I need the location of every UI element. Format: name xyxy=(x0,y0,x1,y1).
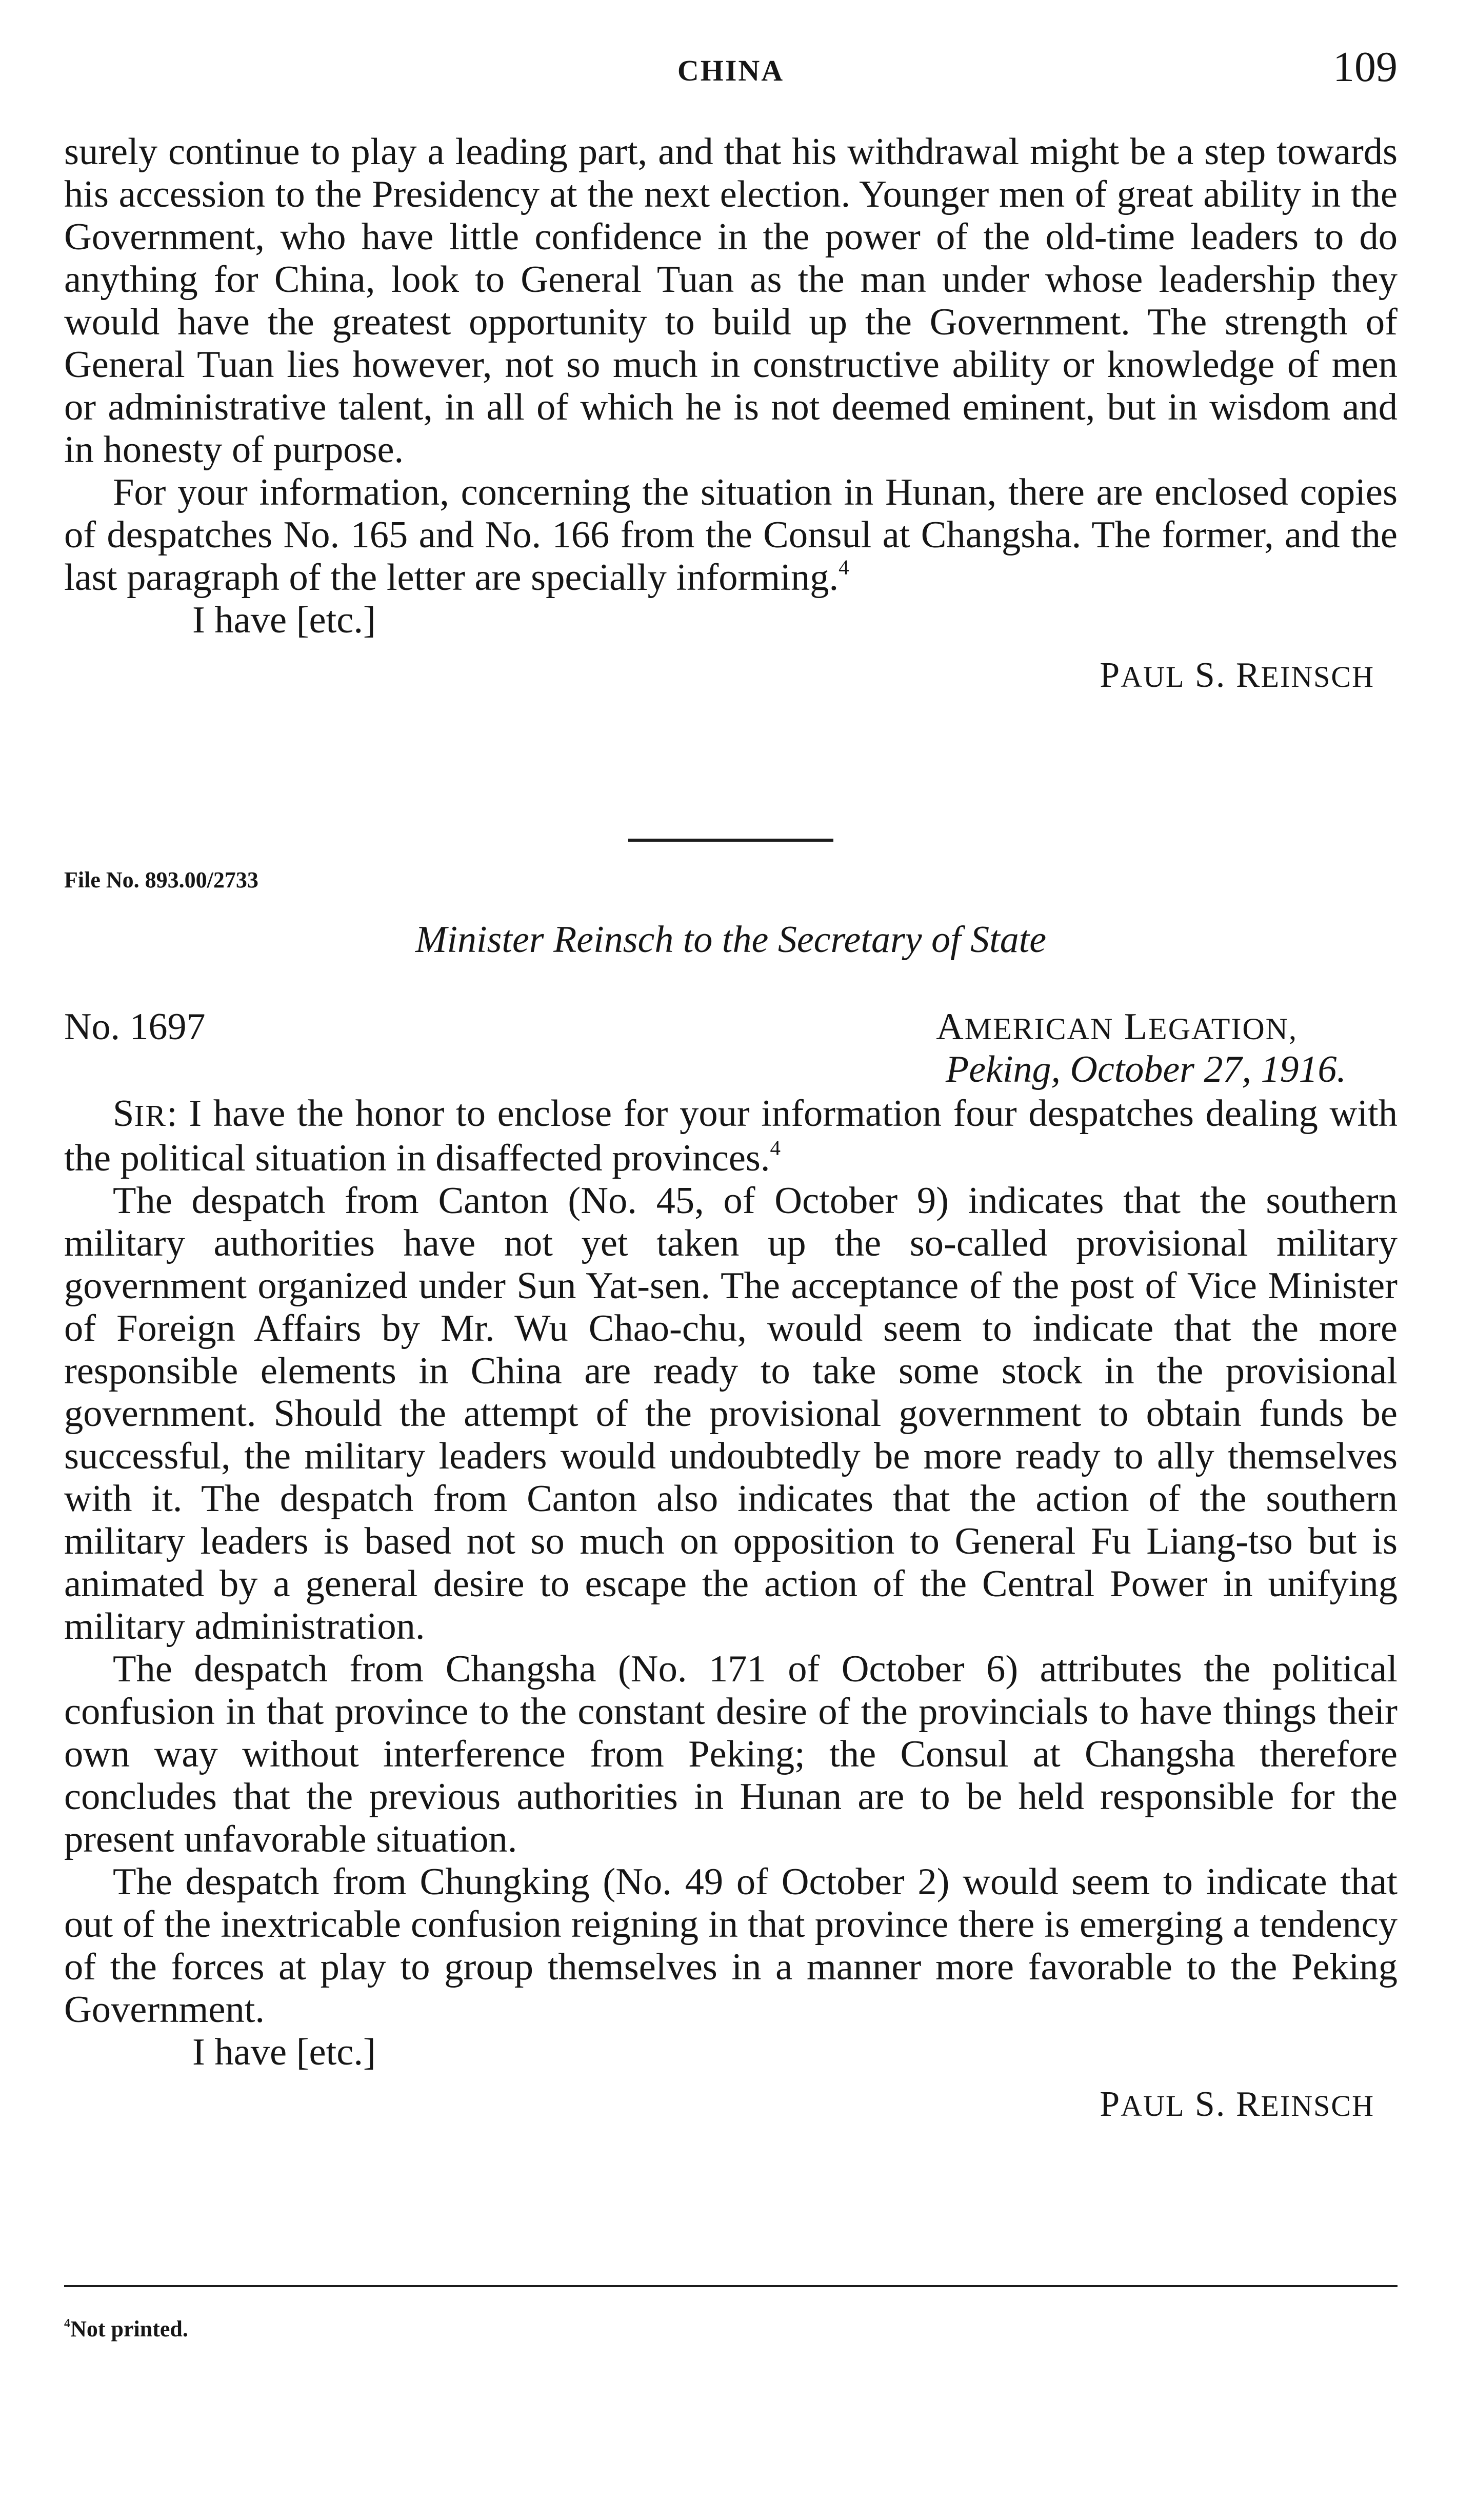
continuation-closing: I have [etc.] xyxy=(192,599,376,641)
place-and-date: Peking, October 27, 1916. xyxy=(946,1048,1346,1090)
letter-paragraph-4: The despatch from Chungking (No. 49 of October 2) would seem to indicate that out of the inextricable confusion reigning in that province there is emerging a tendency of the forces at play to group themselves in a manner more favorable to the Peking Government. xyxy=(64,1861,1398,2031)
continuation-paragraph-1: surely continue to play a leading part, and that his withdrawal might be a step towards his accession to the Presidency at the next election. Younger men of great ability in the Government, who have little confidence in the power of the old-time leaders to do anything for China, look to General Tuan as the man under whose leadership they would have the greatest opportunity to build up the Government. The strength of General Tuan lies however, not so much in constructive ability or knowledge of men or administrative talent, in all of which he is not deemed eminent, but in wisdom and in honesty of purpose. xyxy=(64,131,1398,471)
running-head xyxy=(64,42,1398,93)
footnote-marker: 4 xyxy=(64,2316,71,2330)
letter-signature: PAUL S. REINSCH xyxy=(1100,2085,1374,2124)
document-number: No. 1697 xyxy=(64,1006,206,1048)
page-number: 109 xyxy=(1333,43,1398,91)
continuation-paragraph-2 xyxy=(64,471,1398,599)
footnote-reference: 4 xyxy=(839,555,849,579)
letter-paragraph-1 xyxy=(64,1093,1398,1180)
legation-name: AMERICAN LEGATION, xyxy=(936,1006,1298,1048)
continuation-paragraph-2-text: For your information, concerning the situation in Hunan, there are enclosed copies of despatches No. 165 and No. 166 from the Consul at Changsha. The former, and the last paragraph of the letter are specially informing. xyxy=(64,471,1398,599)
document-heading: Minister Reinsch to the Secretary of State xyxy=(415,919,1047,961)
section-divider xyxy=(628,839,833,842)
letter-closing: I have [etc.] xyxy=(192,2031,376,2073)
footnote-rule xyxy=(64,2285,1398,2287)
running-title: CHINA xyxy=(677,54,785,87)
letter-paragraph-1-text: I have the honor to enclose for your information four despatches dealing with the political situation in disaffected provinces. xyxy=(64,1093,1398,1179)
letter-paragraph-2: The despatch from Canton (No. 45, of October 9) indicates that the southern military authorities have not yet taken up the so-called provisional military government organized under Sun Yat-sen. The acceptance of the post of Vice Minister of Foreign Affairs by Mr. Wu Chao-chu, would seem to indicate that the more responsible elements in China are ready to take some stock in the provisional government. Should the attempt of the provisional government to obtain funds be successful, the military leaders would undoubtedly be more ready to ally themselves with it. The despatch from Canton also indicates that the action of the southern military leaders is based not so much on opposition to General Fu Liang-tso but is animated by a general desire to escape the action of the Central Power in unifying military administration. xyxy=(64,1180,1398,1648)
footnote-reference: 4 xyxy=(770,1136,781,1160)
footnote-text: Not printed. xyxy=(70,2316,188,2342)
continuation-signature: PAUL S. REINSCH xyxy=(1100,656,1374,695)
footnote xyxy=(64,2316,188,2342)
salutation: SIR: xyxy=(113,1093,177,1135)
letter-body xyxy=(64,1093,1398,2127)
file-number: File No. 893.00/2733 xyxy=(64,867,258,892)
letter-paragraph-3: The despatch from Changsha (No. 171 of October 6) attributes the political confusion in that province to the constant desire of the provincials to have things their own way without interference from Peking; the Consul at Changsha therefore concludes that the previous authorities in Hunan are to be held responsible for the present unfavorable situation. xyxy=(64,1648,1398,1860)
continuation-text xyxy=(64,131,1398,698)
